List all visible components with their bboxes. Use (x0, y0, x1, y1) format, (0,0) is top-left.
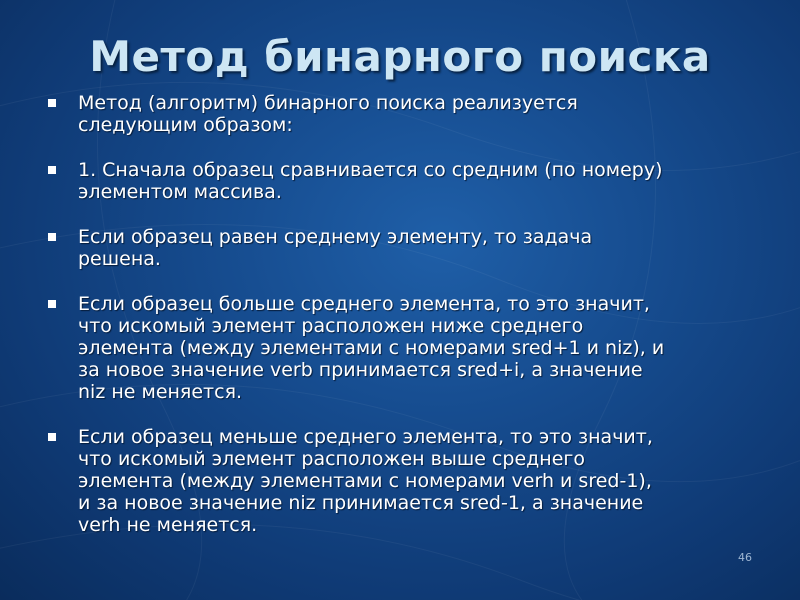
bullet-marker-icon (48, 233, 56, 241)
bullet-line: элементом массива. (78, 181, 282, 203)
bullet-item (48, 293, 768, 403)
bullet-marker-icon (48, 166, 56, 174)
slide-title: Метод бинарного поиска (89, 32, 711, 81)
bullet-line: Если образец больше среднего элемента, то это значит, (78, 293, 650, 315)
bullet-line: и за новое значение niz принимается sred-1, а значение (78, 492, 644, 514)
bullet-line: следующим образом: (78, 114, 293, 136)
bullet-item (48, 92, 768, 136)
bullet-line: решена. (78, 248, 161, 270)
bullet-line: 1. Сначала образец сравнивается со средним (по номеру) (78, 159, 663, 181)
bullet-line: элемента (между элементами с номерами sred+1 и niz), и (78, 337, 665, 359)
bullet-marker-icon (48, 300, 56, 308)
bullet-line: verh не меняется. (78, 514, 258, 536)
bullet-line: Если образец равен среднему элементу, то задача (78, 226, 593, 248)
bullet-item (48, 226, 768, 270)
bullet-marker-icon (48, 433, 56, 441)
bullet-line: элемента (между элементами с номерами verh и sred-1), (78, 470, 652, 492)
bullet-item (48, 426, 768, 536)
bullet-line: что искомый элемент расположен выше среднего (78, 448, 585, 470)
bullet-line: Если образец меньше среднего элемента, то это значит, (78, 426, 653, 448)
page-number: 46 (738, 551, 752, 564)
bullet-item (48, 159, 768, 203)
bullet-line: что искомый элемент расположен ниже среднего (78, 315, 584, 337)
bullet-list (48, 92, 768, 559)
bullet-line: Метод (алгоритм) бинарного поиска реализуется (78, 92, 578, 114)
bullet-line: за новое значение verb принимается sred+i, а значение (78, 359, 643, 381)
bullet-marker-icon (48, 99, 56, 107)
bullet-line: niz не меняется. (78, 381, 243, 403)
